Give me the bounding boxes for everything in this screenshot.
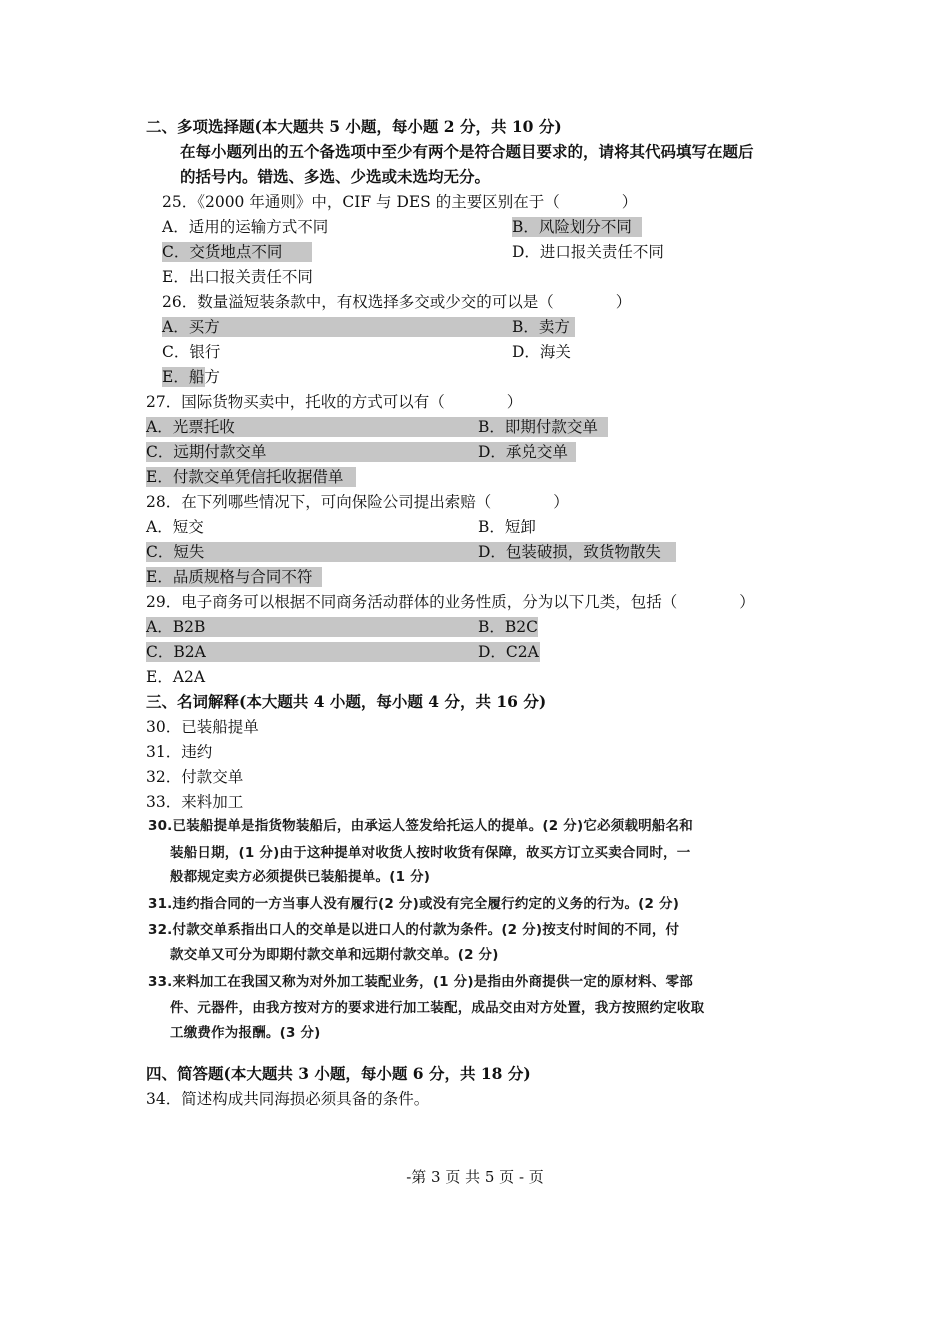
q26-option-a: A．买方 [162,317,512,337]
q28-stem: 28．在下列哪些情况下，可向保险公司提出索赔（ ） [146,493,569,511]
answer-line: 30.已装船提单是指货物装船后，由承运人签发给托运人的提单。(2 分)它必须载明船名和 [148,818,693,834]
section2-instructions-line2: 的括号内。错选、多选、少选或未选均无分。 [180,167,491,186]
q28-option-a: A．短交 [146,518,204,536]
answer-line: 装船日期，(1 分)由于这种提单对收货人按时收货有保障，故买方订立买卖合同时，一 [170,845,691,861]
q33-term: 33．来料加工 [146,793,244,811]
answer-line: 32.付款交单系指出口人的交单是以进口人的付款为条件。(2 分)按支付时间的不同，付 [148,922,680,938]
q31-term: 31．违约 [146,743,213,761]
answer-line: 般都规定卖方必须提供已装船提单。(1 分) [170,869,431,885]
q29-option-b: B．B2C [478,618,539,636]
q26-stem: 26．数量溢短装条款中，有权选择多交或少交的可以是（ ） [162,293,632,311]
q27-option-e: E．付款交单凭信托收据借单 [146,467,356,487]
q25-option-c: C．交货地点不同 [162,242,312,262]
q25-option-e: E．出口报关责任不同 [162,268,313,286]
q34-question: 34．简述构成共同海损必须具备的条件。 [146,1090,430,1108]
q29-option-a: A．B2B [146,617,478,637]
q27-option-b: B．即期付款交单 [478,417,608,437]
q29-option-e: E．A2A [146,668,206,686]
q26-option-b: B．卖方 [512,317,575,337]
q32-term: 32．付款交单 [146,768,244,786]
page-footer: -第 3 页 共 5 页 - 页 [406,1168,544,1186]
q26-option-e: E．船方 [162,368,220,386]
section2-instructions-line1: 在每小题列出的五个备选项中至少有两个是符合题目要求的，请将其代码填写在题后 [180,142,754,161]
q26-option-c: C．银行 [162,343,221,361]
answer-line: 31.违约指合同的一方当事人没有履行(2 分)或没有完全履行约定的义务的行为。(2 分) [148,896,680,912]
q25-stem: 25．《2000 年通则》中，CIF 与 DES 的主要区别在于（ ） [162,193,638,211]
q28-option-b: B．短卸 [478,518,536,536]
q28-option-d: D．包装破损，致货物散失 [478,542,676,562]
q28-option-e: E．品质规格与合同不符 [146,567,322,587]
answer-line: 33.来料加工在我国又称为对外加工装配业务，(1 分)是指由外商提供一定的原材料、零部 [148,974,693,990]
section3-heading: 三、名词解释(本大题共 4 小题，每小题 4 分，共 16 分) [146,692,547,711]
q27-option-d: D．承兑交单 [478,442,576,462]
answer-line: 款交单又可分为即期付款交单和远期付款交单。(2 分) [170,947,499,963]
q29-option-c: C．B2A [146,642,478,662]
q29-stem: 29．电子商务可以根据不同商务活动群体的业务性质，分为以下几类，包括（ ） [146,593,755,611]
answer-line: 工缴费作为报酬。(3 分) [170,1025,321,1041]
section2-heading: 二、多项选择题(本大题共 5 小题，每小题 2 分，共 10 分) [146,117,562,136]
q28-option-c: C．短失 [146,542,478,562]
q27-stem: 27．国际货物买卖中，托收的方式可以有（ ） [146,393,523,411]
q30-term: 30．已装船提单 [146,718,259,736]
q25-option-b: B．风险划分不同 [512,217,642,237]
q26-option-d: D．海关 [512,343,571,361]
q27-option-a: A．光票托收 [146,417,478,437]
q29-option-d: D．C2A [478,643,539,661]
q25-option-d: D．进口报关责任不同 [512,243,664,261]
q27-option-c: C．远期付款交单 [146,442,478,462]
section4-heading: 四、简答题(本大题共 3 小题，每小题 6 分，共 18 分) [146,1064,531,1083]
answer-line: 件、元器件，由我方按对方的要求进行加工装配，成品交由对方处置，我方按照约定收取 [170,1000,705,1016]
q25-option-a: A．适用的运输方式不同 [162,218,329,236]
